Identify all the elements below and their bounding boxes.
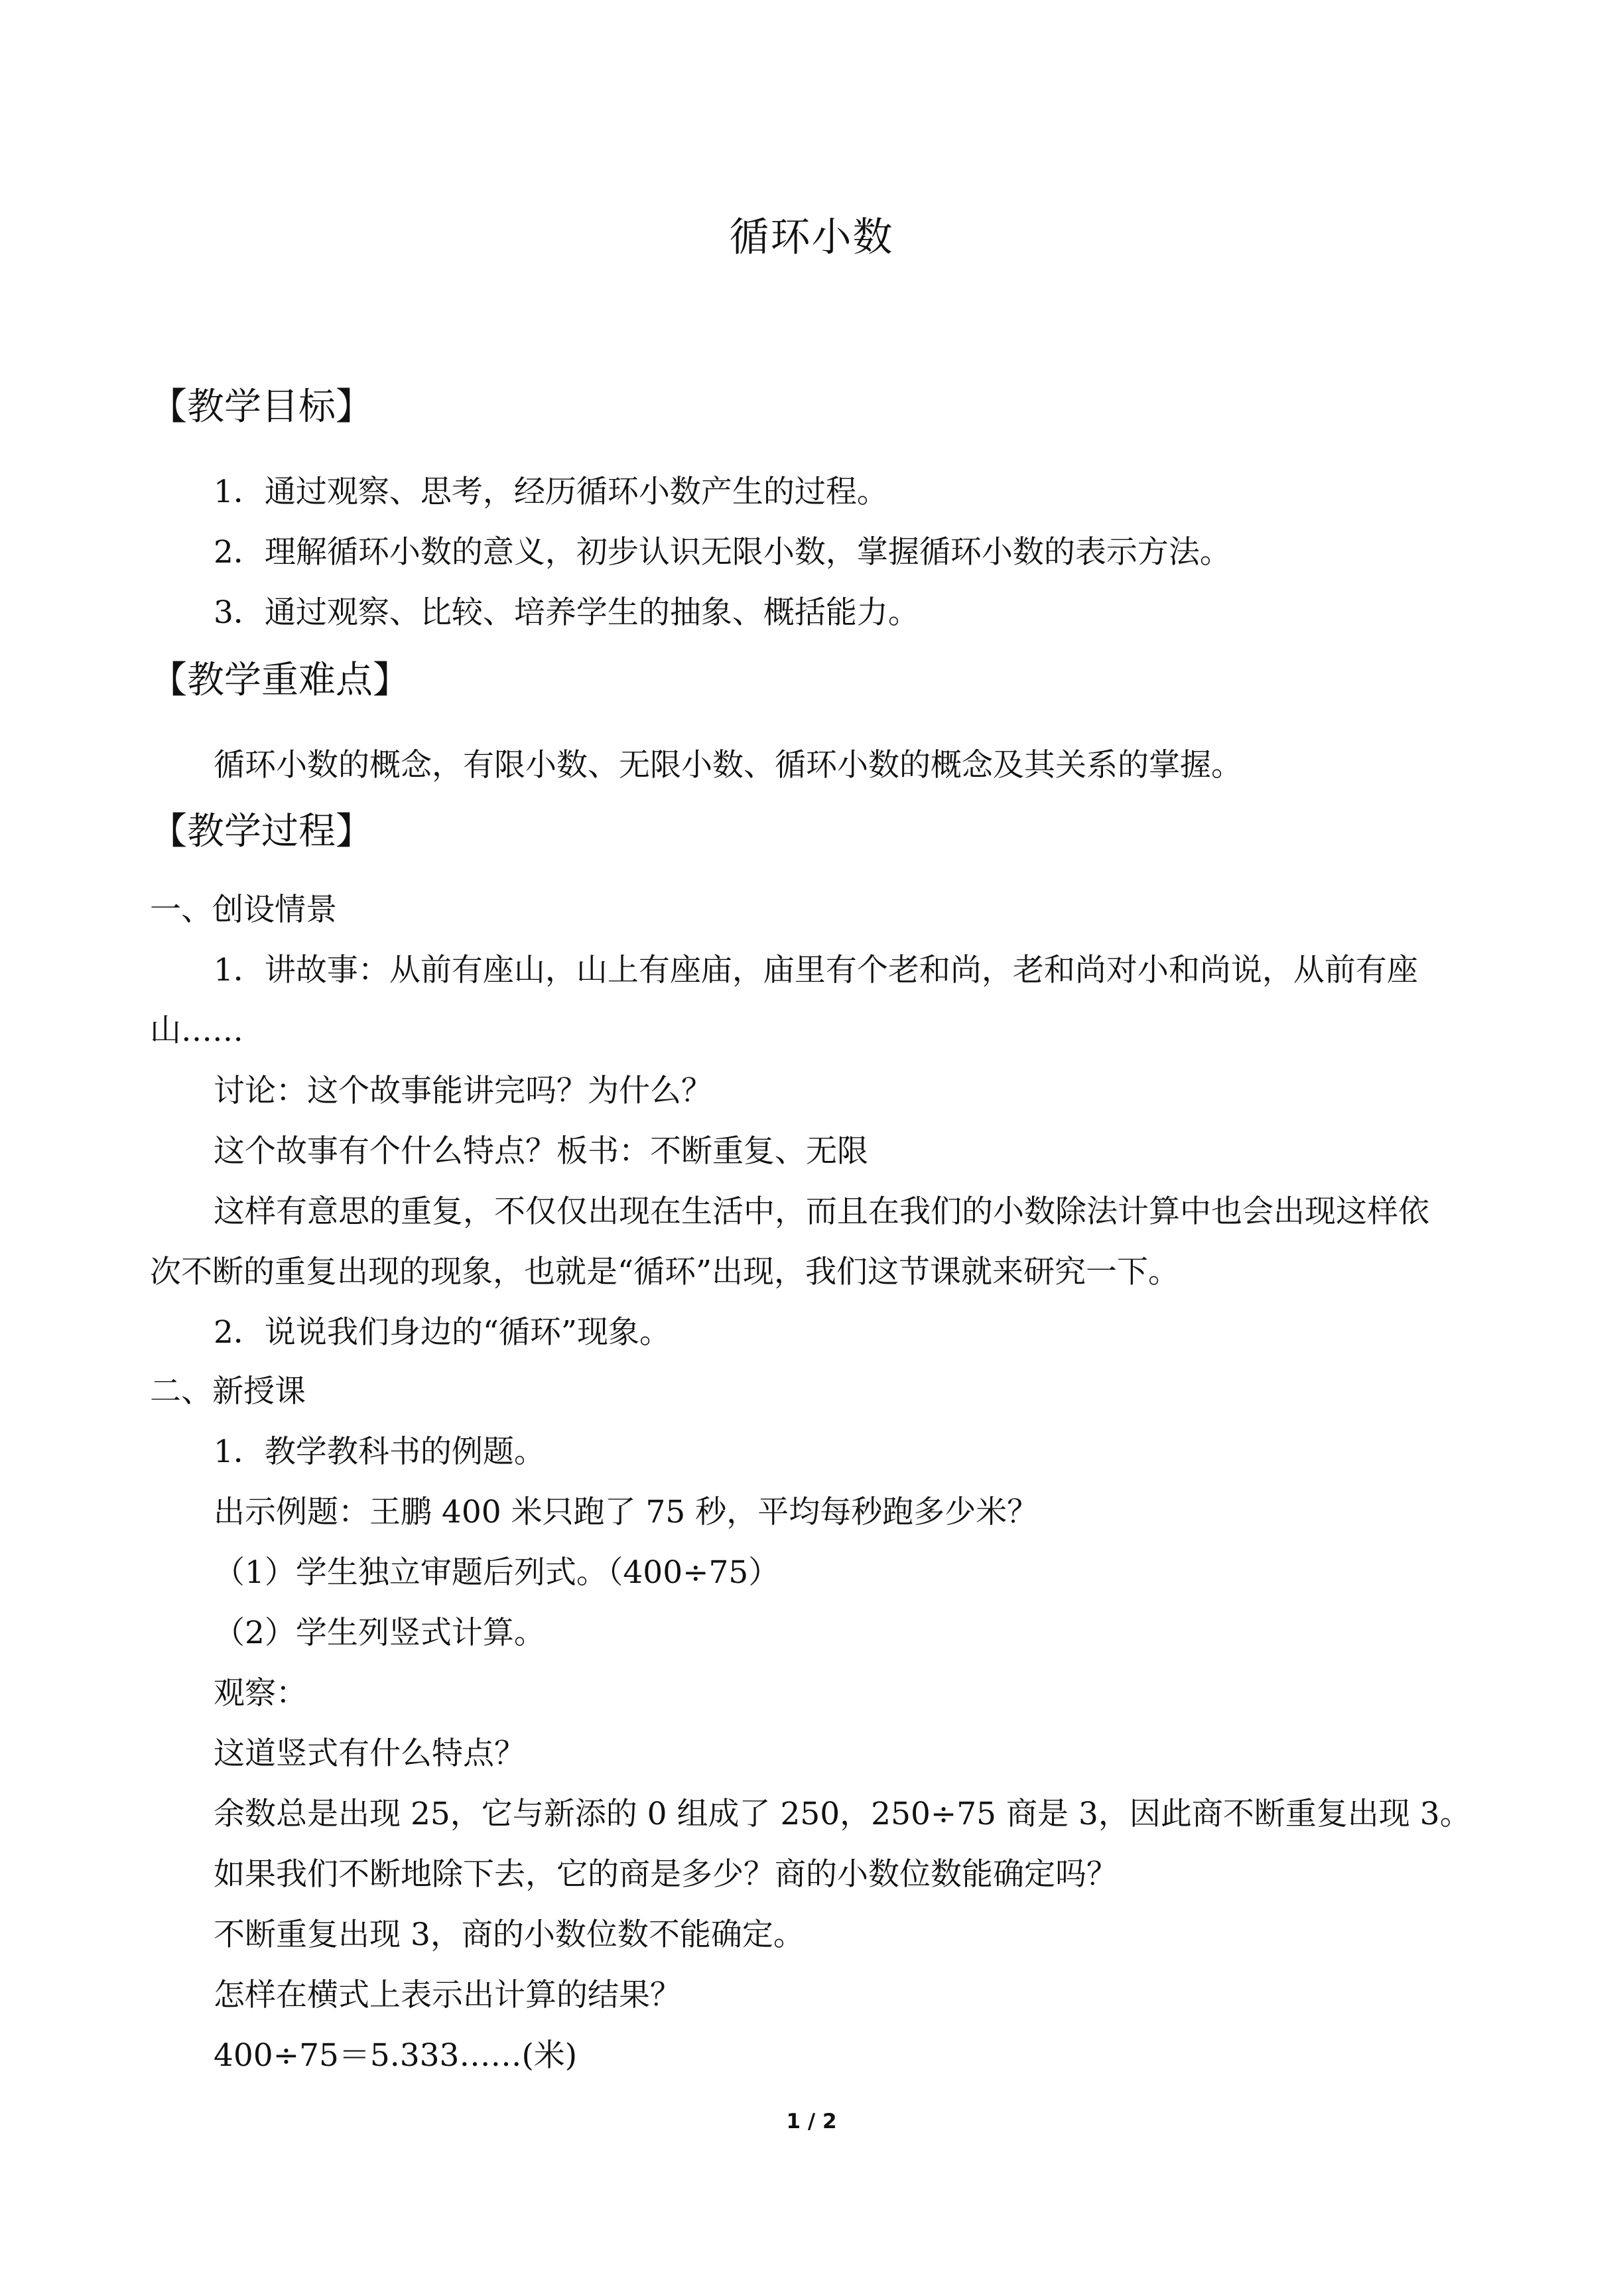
step-2-line: （2）学生列竖式计算。 xyxy=(214,1615,545,1651)
document-title: 循环小数 xyxy=(729,214,894,261)
process-part2-title: 二、新授课 xyxy=(150,1373,306,1410)
page-number: 1 / 2 xyxy=(786,2110,837,2133)
discussion-line: 讨论：这个故事能讲完吗？为什么？ xyxy=(214,1073,712,1109)
section-heading-goals: 【教学目标】 xyxy=(150,385,373,429)
step-1-line: （1）学生独立审题后列式。（400÷75） xyxy=(214,1554,780,1591)
answer-2-line: 不断重复出现 3，商的小数位数不能确定。 xyxy=(214,1917,805,1953)
repeat-line-1: 这样有意思的重复，不仅仅出现在生活中，而且在我们的小数除法计算中也会出现这样依 xyxy=(214,1193,1429,1230)
observe-line: 观察： xyxy=(214,1675,307,1712)
part2-item-1: 1．教学教科书的例题。 xyxy=(214,1434,545,1470)
section-heading-process: 【教学过程】 xyxy=(150,810,373,853)
section-heading-key-points: 【教学重难点】 xyxy=(150,659,410,702)
feature-line: 这个故事有个什么特点？板书：不断重复、无限 xyxy=(214,1133,868,1170)
question-3-line: 怎样在横式上表示出计算的结果？ xyxy=(214,1977,681,2013)
equation-line: 400÷75＝5.333……(米) xyxy=(214,2037,578,2074)
story-line-2: 山…… xyxy=(150,1012,243,1049)
key-points-text: 循环小数的概念，有限小数、无限小数、循环小数的概念及其关系的掌握。 xyxy=(214,747,1242,783)
story-line-1: 1．讲故事：从前有座山，山上有座庙，庙里有个老和尚，老和尚对小和尚说，从前有座 xyxy=(214,952,1418,988)
goal-item-1: 1．通过观察、思考，经历循环小数产生的过程。 xyxy=(214,474,888,510)
question-1-line: 这道竖式有什么特点？ xyxy=(214,1735,525,1772)
goal-item-3: 3．通过观察、比较、培养学生的抽象、概括能力。 xyxy=(214,594,919,631)
repeat-line-2: 次不断的重复出现的现象，也就是“循环”出现，我们这节课就来研究一下。 xyxy=(150,1254,1180,1290)
question-2-line: 如果我们不断地除下去，它的商是多少？商的小数位数能确定吗？ xyxy=(214,1856,1118,1893)
answer-1-line: 余数总是出现 25，它与新添的 0 组成了 250，250÷75 商是 3，因此商不断重复出现 3。 xyxy=(214,1796,1471,1832)
goal-item-2: 2．理解循环小数的意义，初步认识无限小数，掌握循环小数的表示方法。 xyxy=(214,534,1231,571)
part1-item-2: 2．说说我们身边的“循环”现象。 xyxy=(214,1314,671,1351)
example-line: 出示例题：王鹏 400 米只跑了 75 秒，平均每秒跑多少米？ xyxy=(214,1494,1039,1530)
process-part1-title: 一、创设情景 xyxy=(150,892,337,928)
